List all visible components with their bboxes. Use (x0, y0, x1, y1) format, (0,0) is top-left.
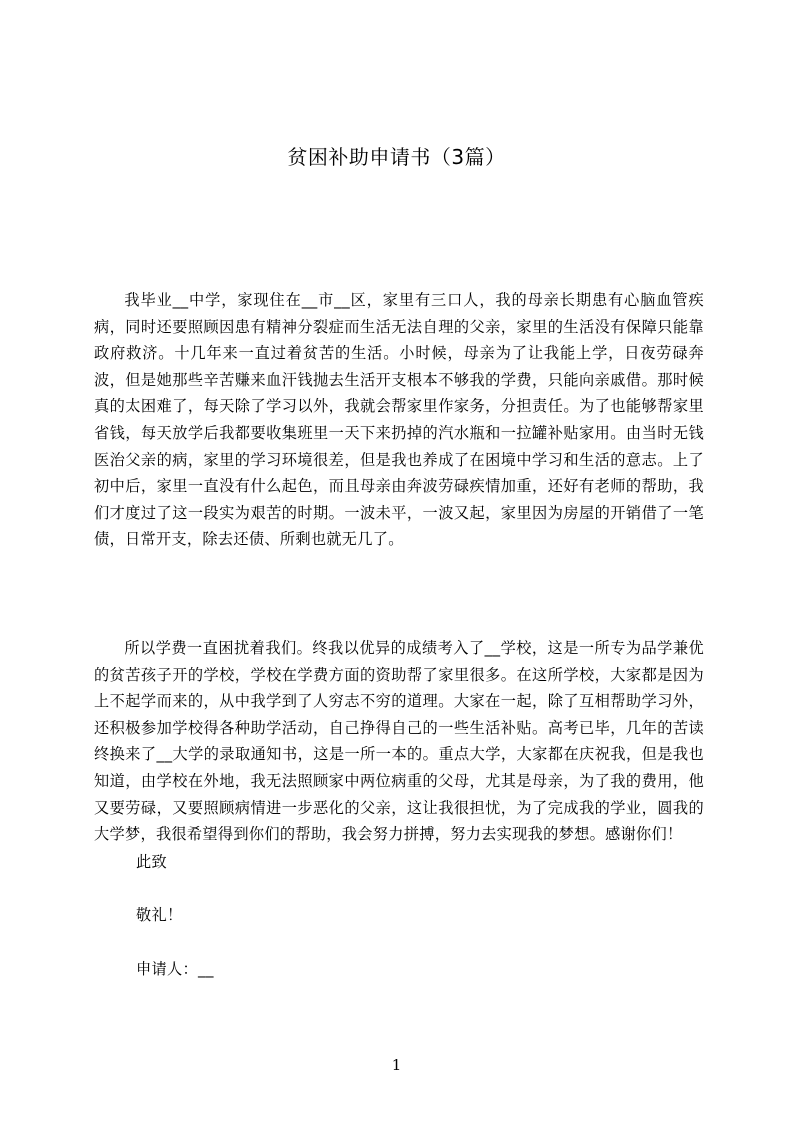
body-paragraph-2-block (94, 635, 704, 848)
closing-salutation: 此致 (136, 853, 167, 871)
applicant-signature-line: 申请人：__ (136, 960, 214, 978)
body-paragraph: 我毕业__中学，家现住在__市__区，家里有三口人，我的母亲长期患有心脑血管疾病，同时还要照顾因患有精神分裂症而生活无法自理的父亲，家里的生活没有保障只能靠政府救济。十几年来一直过着贫苦的生活。小时候，母亲为了让我能上学，日夜劳碌奔波，但是她那些辛苦赚来血汗钱抛去生活开支根本不够我的学费，只能向亲戚借。那时候真的太困难了，每天除了学习以外，我就会帮家里作家务，分担责任。为了也能够帮家里省钱，每天放学后我都要收集班里一天下来扔掉的汽水瓶和一拉罐补贴家用。由当时无钱医治父亲的病，家里的学习环境很差，但是我也养成了在困境中学习和生活的意志。上了初中后，家里一直没有什么起色，而且母亲由奔波劳碌疾情加重，还好有老师的帮助，我们才度过了这一段实为艰苦的时期。一波未平，一波又起，家里因为房屋的开销借了一笔债，日常开支，除去还债、所剩也就无几了。 (94, 291, 704, 549)
document-title: 贫困补助申请书（3篇） (287, 145, 506, 169)
body-paragraph: 所以学费一直困扰着我们。终我以优异的成绩考入了__学校，这是一所专为品学兼优的贫苦孩子开的学校，学校在学费方面的资助帮了家里很多。在这所学校，大家都是因为上不起学而来的，从中我学到了人穷志不穷的道理。大家在一起，除了互相帮助学习外，还积极参加学校得各种助学活动，自己挣得自己的一些生活补贴。高考已毕，几年的苦读终换来了__大学的录取通知书，这是一所一本的。重点大学，大家都在庆祝我，但是我也知道，由学校在外地，我无法照顾家中两位病重的父母，尤其是母亲，为了我的费用，他又要劳碌，又要照顾病情进一步恶化的父亲，这让我很担忧，为了完成我的学业，圆我的大学梦，我很希望得到你们的帮助，我会努力拼搏，努力去实现我的梦想。感谢你们！ (94, 639, 704, 844)
closing-respects: 敬礼！ (136, 906, 183, 924)
body-paragraph-1-block (94, 287, 704, 553)
page-number: 1 (391, 1056, 402, 1074)
